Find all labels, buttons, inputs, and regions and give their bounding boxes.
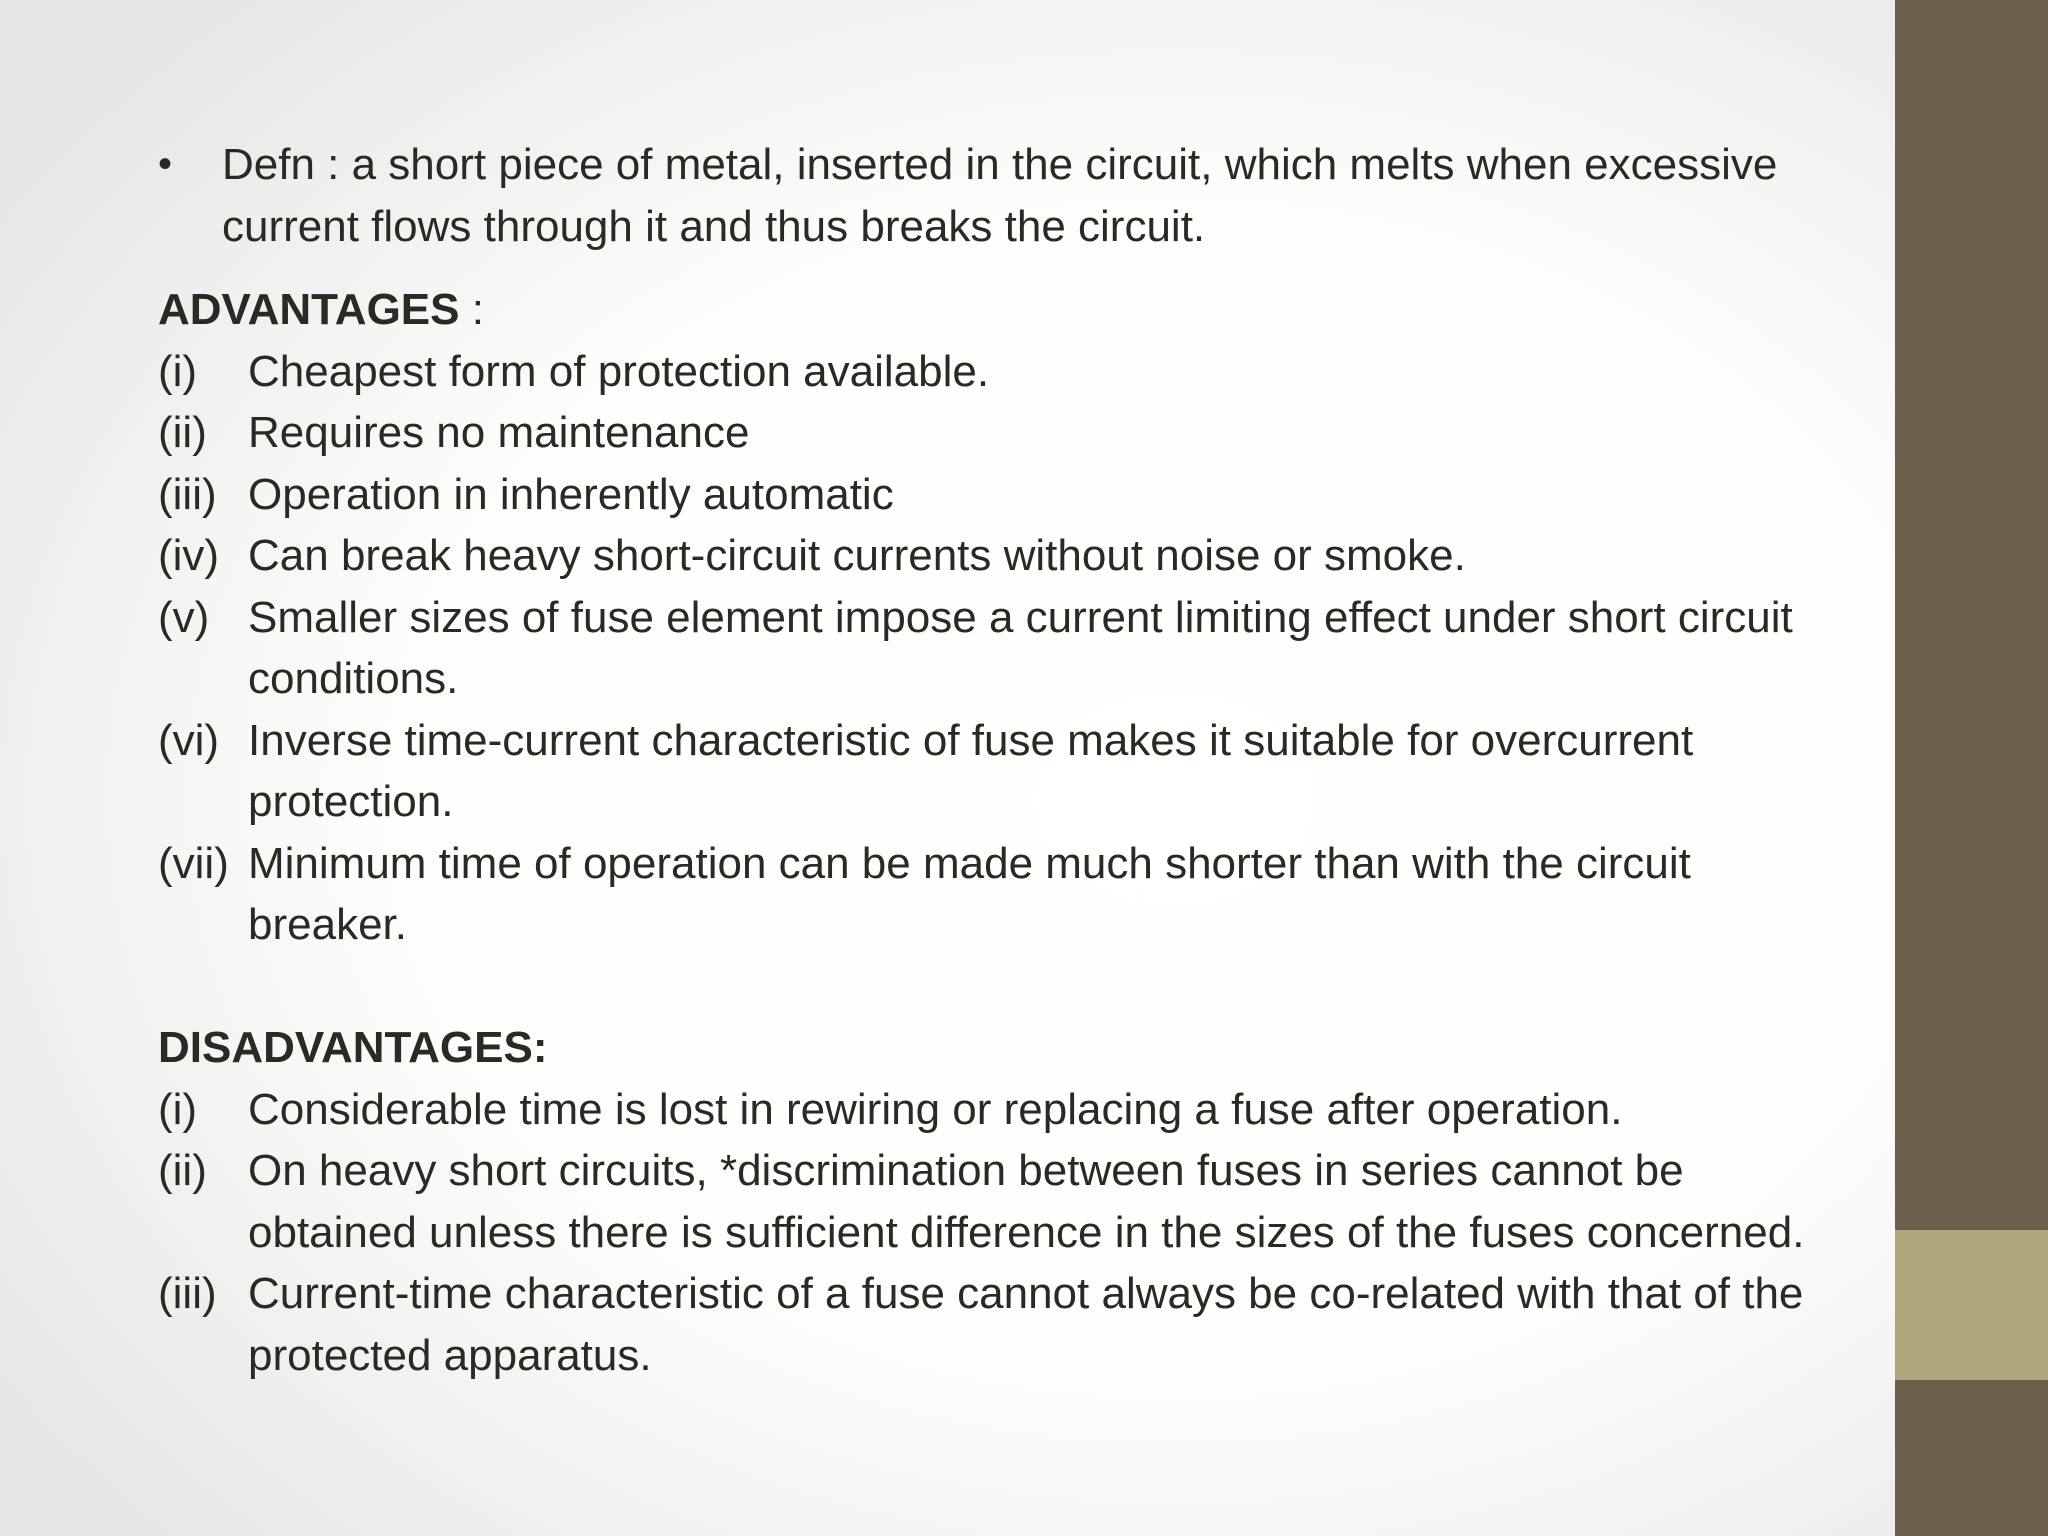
list-item [158,464,1838,526]
item-number: (iv) [158,531,220,580]
section-spacer [158,956,1838,1018]
item-text: Operation in inherently automatic [248,469,894,519]
item-text: Smaller sizes of fuse element impose a current limiting effect under short circuit conditions. [248,592,1793,703]
item-number: (iii) [158,1269,217,1318]
list-item [158,587,1838,710]
item-text: Current-time characteristic of a fuse cannot always be co-related with that of the protected apparatus. [248,1269,1804,1380]
list-item [158,1263,1838,1386]
slide-content [158,134,1838,1386]
item-number: (ii) [158,1146,207,1195]
list-item [158,402,1838,464]
item-number: (i) [158,346,198,396]
advantages-heading [158,279,1838,341]
item-text: Cheapest form of protection available. [248,346,990,396]
advantages-heading-label: ADVANTAGES [158,285,460,334]
item-text: On heavy short circuits, *discrimination between fuses in series cannot be obtained unless there is sufficient difference in the sizes of the fuses concerned. [248,1146,1805,1257]
list-item [158,341,1838,403]
disadvantages-list [158,1079,1838,1387]
side-bar-accent [1895,1230,2048,1380]
item-text: Considerable time is lost in rewiring or replacing a fuse after operation. [248,1084,1623,1134]
definition-text: Defn : a short piece of metal, inserted in the circuit, which melts when excessive current flows through it and thus breaks the circuit. [222,140,1778,251]
list-item [158,1140,1838,1263]
bullet-icon: • [158,142,173,186]
item-text: Can break heavy short-circuit currents without noise or smoke. [248,531,1466,580]
advantages-heading-suffix: : [459,285,484,334]
item-text: Inverse time-current characteristic of fuse makes it suitable for overcurrent protection. [248,715,1694,826]
advantages-list [158,341,1838,956]
item-number: (vii) [158,838,229,888]
list-item [158,1079,1838,1141]
item-number: (v) [158,592,210,642]
item-number: (i) [158,1084,198,1134]
item-number: (ii) [158,408,207,457]
definition-bullet [158,134,1838,257]
item-number: (iii) [158,469,217,519]
list-item [158,710,1838,833]
disadvantages-heading: DISADVANTAGES: [158,1023,548,1072]
list-item [158,833,1838,956]
item-number: (vi) [158,715,220,765]
item-text: Minimum time of operation can be made much shorter than with the circuit breaker. [248,838,1691,949]
list-item [158,525,1838,587]
item-text: Requires no maintenance [248,408,750,457]
